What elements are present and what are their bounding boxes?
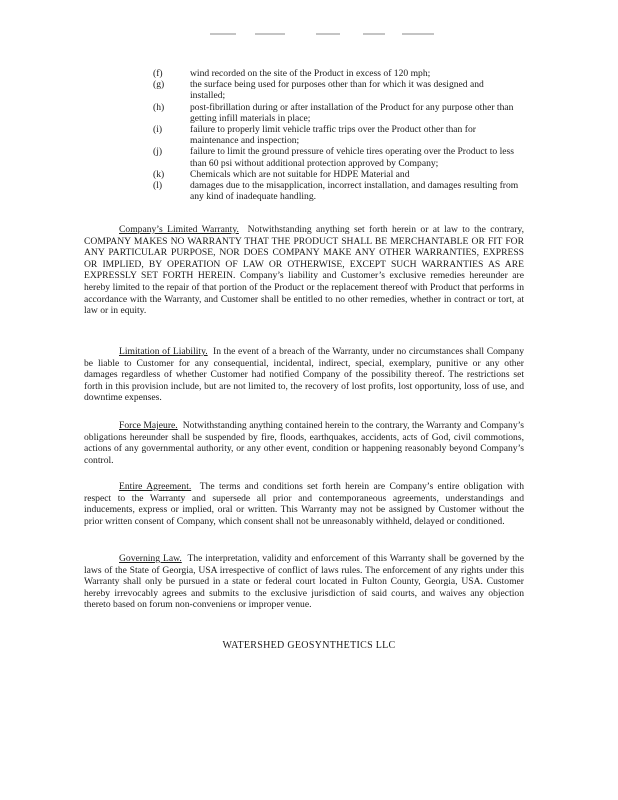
list-item xyxy=(0,79,618,101)
list-item xyxy=(0,102,618,124)
list-item-text: Chemicals which are not suitable for HDPE Material and xyxy=(190,168,410,180)
section-body: Notwithstanding anything contained herein to the contrary, the Warranty and Company’s obligations hereunder shall be suspended by fire, floods, earthquakes, accidents, acts of God, civil commotions, actions of any governmental authority, or any other event, condition or happening reasonably beyond Company’s control. xyxy=(84,420,525,466)
list-item-text: wind recorded on the site of the Product in excess of 120 mph; xyxy=(190,68,431,79)
list-item-label: (h) xyxy=(153,101,165,113)
limited-warranty-section xyxy=(84,224,524,317)
list-item-text: post-fibrillation during or after installation of the Product for any purpose other than getting infill materials in place; xyxy=(190,101,514,124)
list-item xyxy=(0,180,618,202)
section-body: Notwithstanding anything set forth herein or at law to the contrary, COMPANY MAKES NO WARRANTY THAT THE PRODUCT SHALL BE MERCHANTABLE OR FIT FOR ANY PARTICULAR PURPOSE, NOR DOES COMPANY MAKE ANY OTHER WARRANTIES, EXPRESS OR IMPLIED, BY OPERATION OF LAW OR OTHERWISE, EXCEPT SUCH WARRANTIES AS ARE EXPRESSLY SET FORTH HEREIN. Company’s liability and Customer’s exclusive remedies hereunder are hereby limited to the repair of that portion of the Product or the replacement thereof with Product that performs in accordance with the Warranty, and Customer shall be entitled to no other remedies, whether in contract or tort, at law or in equity. xyxy=(84,224,524,317)
list-item xyxy=(0,68,618,79)
section-heading: Company’s Limited Warranty. xyxy=(119,224,239,235)
limitation-of-liability-section xyxy=(84,346,524,404)
section-body: In the event of a breach of the Warranty, under no circumstances shall Company be liable to Customer for any consequential, incidental, indirect, special, exemplary, punitive or any other damages regardless of whether Customer had notified Company of the possibility thereof. The restrictions set forth in this provision include, but are not limited to, the recovery of lost profits, lost opportunity, loss of use, and downtime expenses. xyxy=(84,346,524,404)
list-item-label: (g) xyxy=(153,79,165,91)
company-signature: WATERSHED GEOSYNTHETICS LLC xyxy=(222,640,396,651)
list-item xyxy=(0,146,618,168)
exclusion-list xyxy=(0,68,618,202)
section-heading: Force Majeure. xyxy=(119,420,178,431)
list-item-label: (k) xyxy=(153,168,165,180)
entire-agreement-section xyxy=(84,481,524,527)
section-body: The interpretation, validity and enforcement of this Warranty shall be governed by the laws of the State of Georgia, USA irrespective of conflict of laws rules. The enforcement of any rights under this Warranty shall only be pursued in a state or federal court located in Fulton County, Georgia, USA. Customer hereby irrevocably agrees and submits to the exclusive jurisdiction of said courts, and waives any objection thereto based on forum non-conveniens or improper venue. xyxy=(84,553,524,611)
list-item xyxy=(0,169,618,180)
header-marks xyxy=(0,30,618,38)
force-majeure-section xyxy=(84,420,524,466)
list-item-text: damages due to the misapplication, incorrect installation, and damages resulting from any kind of inadequate handling. xyxy=(190,180,519,203)
section-heading: Governing Law. xyxy=(119,553,182,564)
section-heading: Entire Agreement. xyxy=(119,481,192,492)
list-item-label: (j) xyxy=(153,146,163,158)
list-item-text: the surface being used for purposes other than for which it was designed and installed; xyxy=(190,79,484,102)
list-item-text: failure to properly limit vehicle traffic trips over the Product other than for maintenance and inspection; xyxy=(190,124,476,147)
list-item-label: (l) xyxy=(153,180,163,192)
governing-law-section xyxy=(84,553,524,611)
list-item-text: failure to limit the ground pressure of vehicle tires operating over the Product to less than 60 psi without additional protection approved by Company; xyxy=(190,146,514,169)
list-item xyxy=(0,124,618,146)
list-item-label: (f) xyxy=(153,68,163,79)
list-item-label: (i) xyxy=(153,124,163,136)
section-body: The terms and conditions set forth herein are Company’s entire obligation with respect to the Warranty and supersede all prior and contemporaneous agreements, understandings and inducements, express or implied, oral or written. This Warranty may not be assigned by Customer without the prior written consent of Company, which consent shall not be unreasonably withheld, delayed or conditioned. xyxy=(84,481,524,527)
section-heading: Limitation of Liability. xyxy=(119,346,208,357)
